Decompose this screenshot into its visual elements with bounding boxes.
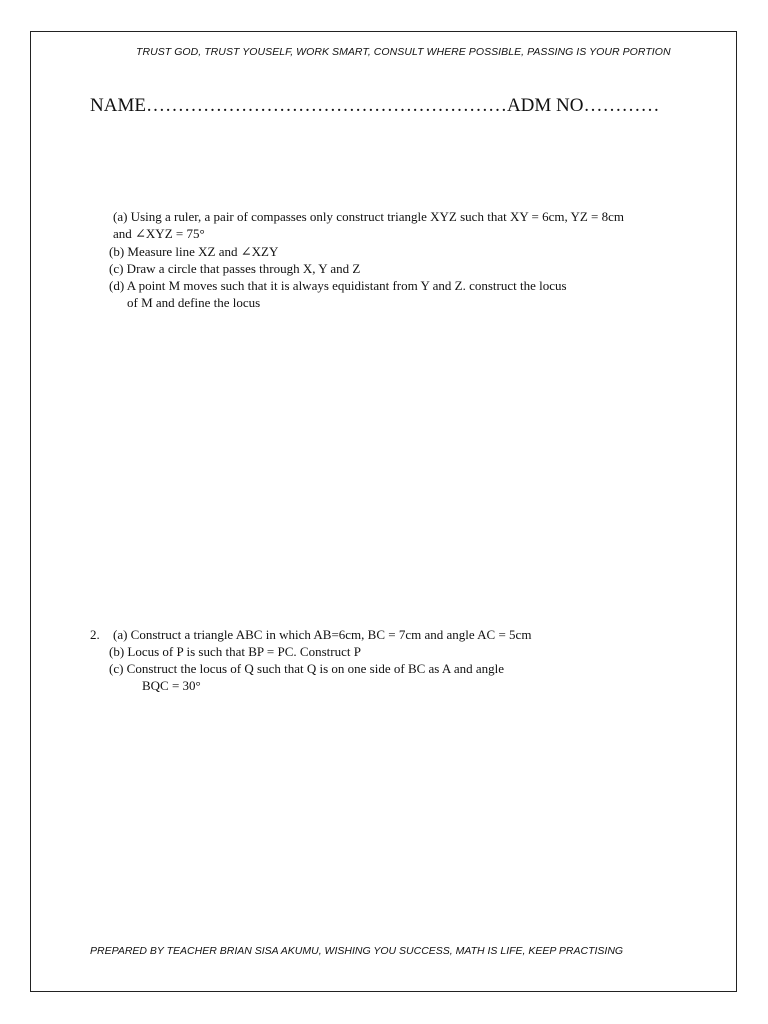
q2-part-c-line2: BQC = 30° xyxy=(142,678,201,693)
q2-part-c-line1: (c) Construct the locus of Q such that Q is on one side of BC as A and angle xyxy=(109,661,504,676)
q2-part-a: (a) Construct a triangle ABC in which AB=6cm, BC = 7cm and angle AC = 5cm xyxy=(113,627,532,642)
page-border xyxy=(30,31,737,992)
q1-part-d-line2: of M and define the locus xyxy=(127,295,261,310)
q1-part-a-line2: and ∠XYZ = 75° xyxy=(113,226,205,241)
q1-part-b: (b) Measure line XZ and ∠XZY xyxy=(109,244,279,259)
footer-note: PREPARED BY TEACHER BRIAN SISA AKUMU, WISHING YOU SUCCESS, MATH IS LIFE, KEEP PRACTISING xyxy=(90,945,624,957)
header-motto: TRUST GOD, TRUST YOUSELF, WORK SMART, CONSULT WHERE POSSIBLE, PASSING IS YOUR PORTION xyxy=(136,46,671,58)
name-adm-line: NAME…………………………………………………ADM NO………… xyxy=(90,95,660,116)
q1-part-d-line1: (d) A point M moves such that it is always equidistant from Y and Z. construct the locus xyxy=(109,278,567,293)
q2-number: 2. xyxy=(90,627,100,642)
q2-part-b: (b) Locus of P is such that BP = PC. Construct P xyxy=(109,644,361,659)
q1-part-a-line1: (a) Using a ruler, a pair of compasses only construct triangle XYZ such that XY = 6cm, YZ = 8cm xyxy=(113,209,625,224)
q1-part-c: (c) Draw a circle that passes through X, Y and Z xyxy=(109,261,361,276)
